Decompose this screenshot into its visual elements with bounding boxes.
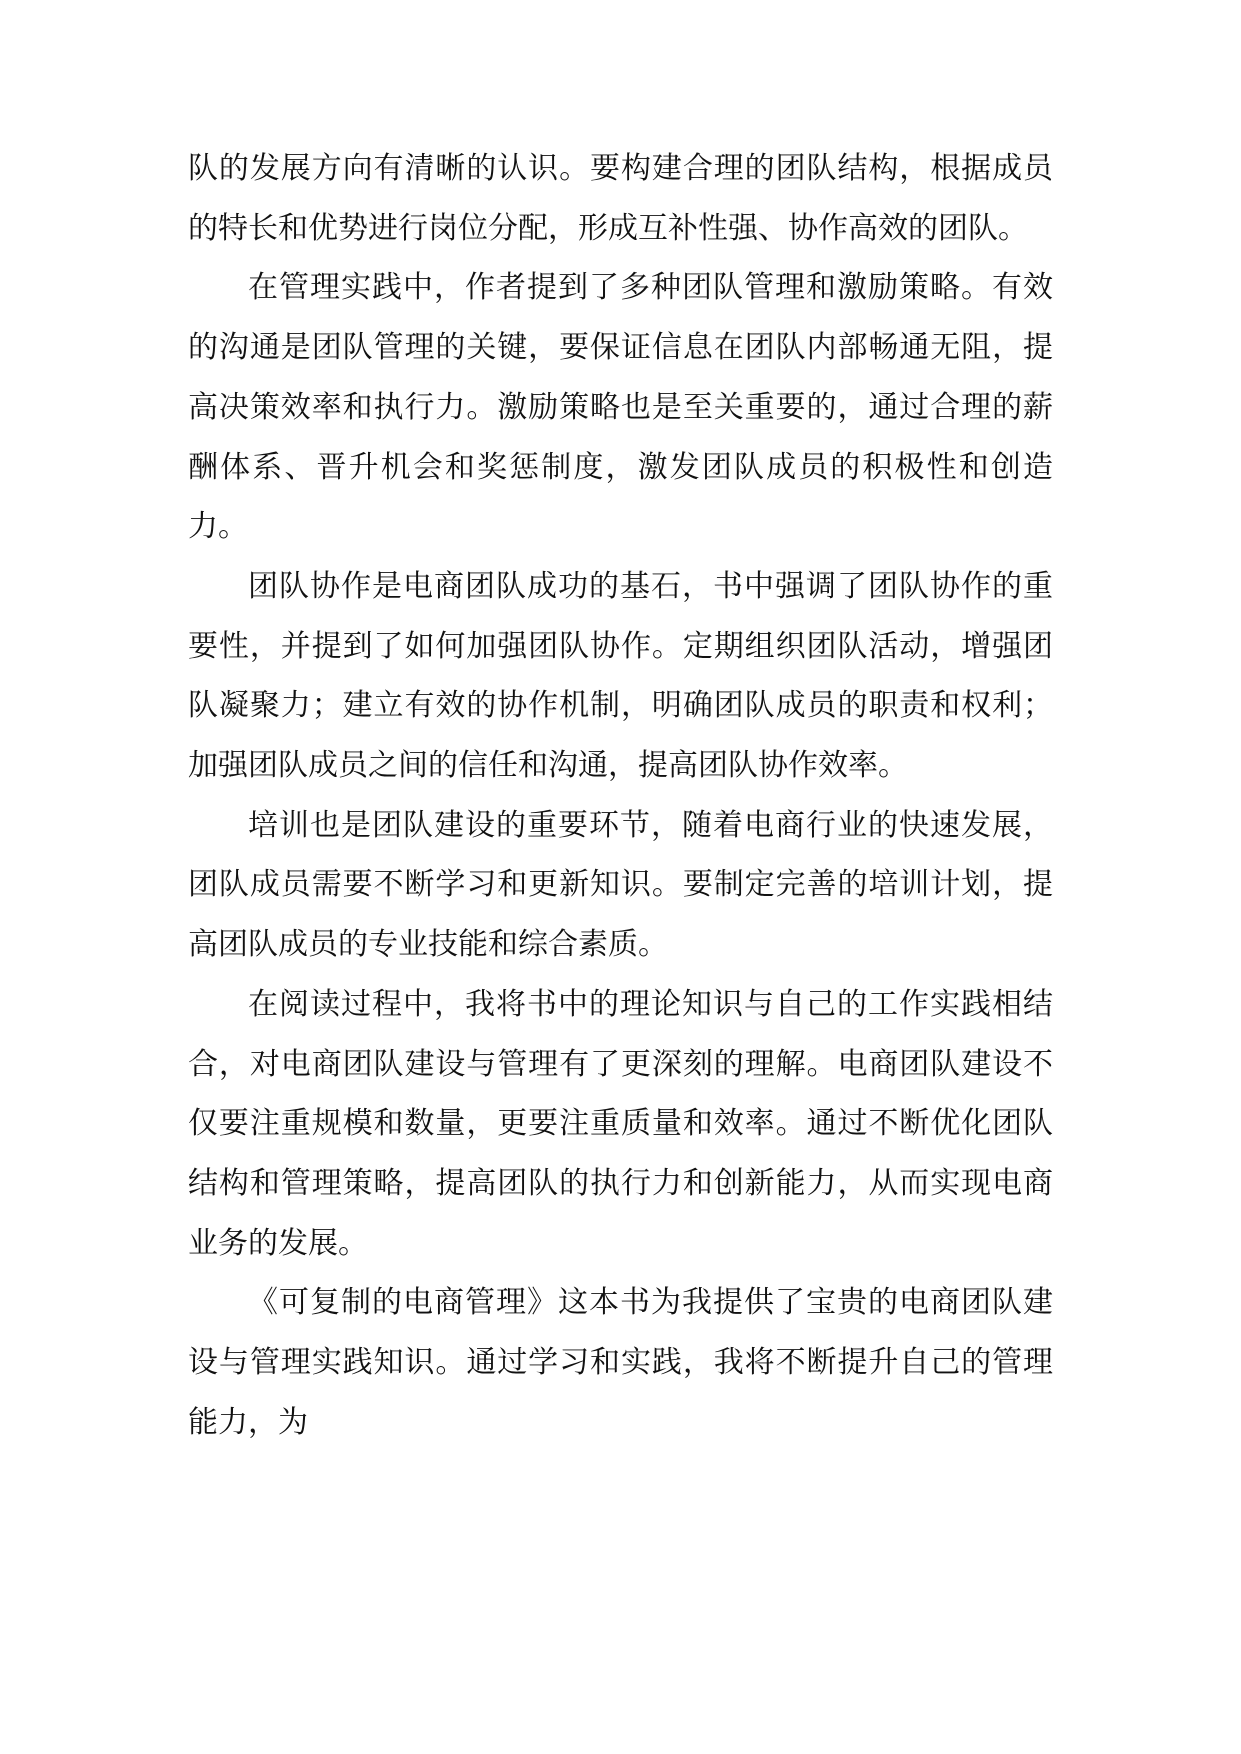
paragraph-book-conclusion: 《可复制的电商管理》这本书为我提供了宝贵的电商团队建设与管理实践知识。通过学习和实践，我将不断提升自己的管理能力，为 bbox=[188, 1285, 1053, 1440]
paragraph-management-practice: 在管理实践中，作者提到了多种团队管理和激励策略。有效的沟通是团队管理的关键，要保证信息在团队内部畅通无阻，提高决策效率和执行力。激励策略也是至关重要的，通过合理的薪酬体系、晋升机会和奖惩制度，激发团队成员的积极性和创造力。 bbox=[188, 270, 1053, 545]
paragraph-reading-reflection: 在阅读过程中，我将书中的理论知识与自己的工作实践相结合，对电商团队建设与管理有了更深刻的理解。电商团队建设不仅要注重规模和数量，更要注重质量和效率。通过不断优化团队结构和管理策略，提高团队的执行力和创新能力，从而实现电商业务的发展。 bbox=[188, 986, 1053, 1261]
document-body bbox=[188, 139, 1053, 1452]
paragraph-continuation: 队的发展方向有清晰的认识。要构建合理的团队结构，根据成员的特长和优势进行岗位分配，形成互补性强、协作高效的团队。 bbox=[188, 151, 1053, 246]
paragraph-training: 培训也是团队建设的重要环节，随着电商行业的快速发展，团队成员需要不断学习和更新知识。要制定完善的培训计划，提高团队成员的专业技能和综合素质。 bbox=[188, 807, 1053, 963]
paragraph-team-collaboration: 团队协作是电商团队成功的基石，书中强调了团队协作的重要性，并提到了如何加强团队协作。定期组织团队活动，增强团队凝聚力；建立有效的协作机制，明确团队成员的职责和权利；加强团队成员之间的信任和沟通，提高团队协作效率。 bbox=[188, 568, 1053, 784]
